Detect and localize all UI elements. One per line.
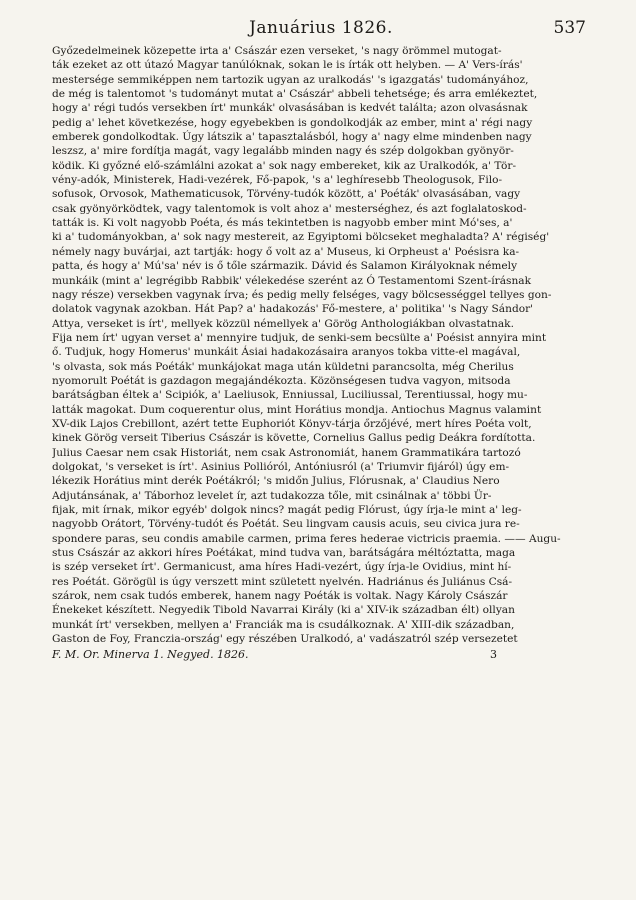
text-line: Énekeket készített. Negyedik Tibold Navarrai Király (ki a' XIV-ik században élt) ollyan bbox=[52, 604, 515, 617]
page-number: 537 bbox=[553, 18, 586, 38]
text-line: patta, és hogy a' Mú'sa' név is ő tőle származik. Dávid és Salamon Királyoknak némely bbox=[52, 260, 518, 273]
text-line: ták ezeket az ott útazó Magyar tanúlóknak, sokan le is írták ott helyben. — A' Vers-írás' bbox=[52, 59, 523, 72]
text-line: dolatok vagynak azokban. Hát Pap? a' hadakozás' Fő-mestere, a' politika' 's Nagy Sándor' bbox=[52, 303, 534, 316]
text-line: latták magokat. Dum coquerentur olus, mint Horátius mondja. Antiochus Magnus valamint bbox=[52, 403, 542, 416]
text-line: fijak, mit írnak, mikor egyéb' dolgok nincs? magát pedig Flórust, úgy írja-le mint a' leg- bbox=[52, 504, 522, 516]
text-line: sofusok, Orvosok, Mathematicusok, Törvény-tudók között, a' Poéták' olvasásában, vagy bbox=[52, 188, 521, 201]
text-line: Győzedelmeinek közepette irta a' Császár ezen verseket, 's nagy örömmel mutogat- bbox=[52, 45, 502, 57]
text-line: lékezik Horátius mint derék Poétákról; 's midőn Julius, Flórusnak, a' Claudius Nero bbox=[52, 475, 500, 488]
page-header bbox=[52, 14, 590, 44]
text-line: munkáik (mint a' legrégibb Rabbik' vélekedése szerént az Ó Testamentomi Szent-írásnak bbox=[52, 274, 532, 287]
text-line: de még is talentomot 's tudományt mutat a' Császár' abbeli tehetsége; és arra emlékeztet, bbox=[52, 88, 538, 101]
signature-mark: 3 bbox=[490, 648, 497, 662]
text-line: dolgokat, 's verseket is írt'. Asinius Pollióról, Antóniusról (a' Triumvir fijáról) úgy em- bbox=[52, 460, 510, 473]
text-line: csak gyönyörködtek, vagy talentomok is volt ahoz a' mesterséghez, és azt foglalatoskod- bbox=[52, 202, 527, 215]
text-line: Fija nem írt' ugyan verset a' mennyire tudjuk, de senki-sem becsülte a' Poésist annyira mint bbox=[52, 331, 547, 344]
text-line: kinek Görög verseit Tiberius Császár is követte, Cornelius Gallus pedig Deákra fordította. bbox=[52, 432, 536, 445]
text-line: vény-adók, Ministerek, Hadi-vezérek, Fő-papok, 's a' leghíresebb Theologusok, Filo- bbox=[52, 174, 503, 187]
text-line: némely nagy buvárjai, azt tartják: hogy ő volt az a' Museus, ki Orpheust a' Poésisra ka- bbox=[52, 245, 520, 258]
text-line: spondere paras, seu condis amabile carmen, prima feres hederae victricis praemia. —— Augu- bbox=[52, 532, 561, 545]
text-line: nyomorult Poétát is gazdagon megajándékozta. Közönségesen tudva vagyon, mitsoda bbox=[52, 374, 511, 387]
text-line: leszsz, a' mire fordítja magát, vagy legalább minden nagy és szép dolgokban gyönyör- bbox=[52, 145, 514, 158]
text-line: tatták is. Ki volt nagyobb Poéta, és más tekintetben is nagyobb ember mint Mó'ses, a' bbox=[52, 217, 513, 230]
text-line: barátságban éltek a' Scipiók, a' Laeliusok, Enniussal, Luciliussal, Terentiussal, hogy mu- bbox=[52, 389, 528, 402]
text-line: emberek gondolkodtak. Úgy látszik a' tapasztalásból, hogy a' nagy elme mindenben nagy bbox=[52, 131, 532, 144]
text-line: pedig a' lehet következése, hogy egyebekben is gondolkodják az ember, mint a' régi nagy bbox=[52, 116, 533, 129]
text-line: Gaston de Foy, Franczia-ország' egy részében Uralkodó, a' vadászatról szép versezetet bbox=[52, 633, 518, 646]
text-line: Attya, verseket is írt', mellyek közzül némellyek a' Görög Anthologiákban olvastatnak. bbox=[52, 317, 514, 330]
text-line: nagyobb Orátort, Törvény-tudót és Poétát. Seu lingvam causis acuis, seu civica jura re- bbox=[52, 518, 520, 531]
running-title: Januárius 1826. bbox=[249, 18, 393, 38]
body-text bbox=[52, 44, 590, 646]
text-line: 's olvasta, sok más Poéták' munkájokat maga után küldetni parancsolta, még Cherilus bbox=[52, 360, 514, 373]
text-line: munkát írt' versekben, mellyen a' Franciák ma is csudálkoznak. A' XIII-dik században, bbox=[52, 618, 515, 631]
text-line: stus Császár az akkori híres Poétákat, mind tudva van, barátságára méltóztatta, maga bbox=[52, 547, 516, 560]
text-line: nagy része) versekben vagynak írva; és pedig melly felséges, vagy bölcsességgel tellyes gon- bbox=[52, 288, 552, 301]
page-footer bbox=[52, 648, 590, 664]
text-line: mestersége semmiképpen nem tartozik ugyan az uralkodás' 's igazgatás' tudományához, bbox=[52, 73, 529, 86]
text-line: ködik. Ki győzné elő-számlálni azokat a' sok nagy embereket, kik az Uralkodók, a' Tör- bbox=[52, 159, 517, 172]
text-line: hogy a' régi tudós versekben írt' munkák' olvasásában is kedvét találta; azon olvasásnak bbox=[52, 102, 528, 115]
text-line: szárok, nem csak tudós emberek, hanem nagy Poéták is voltak. Nagy Károly Császár bbox=[52, 590, 508, 603]
text-line: XV-dik Lajos Crebillont, azért tette Euphoriót Könyv-tárja őrzőjévé, mert híres Poéta volt, bbox=[52, 417, 532, 430]
text-line: res Poétát. Görögül is úgy verszett mint született nyelvén. Hadriánus és Juliánus Csá- bbox=[52, 575, 513, 588]
text-line: ő. Tudjuk, hogy Homerus' munkáit Ásiai hadakozásaira aranyos tokba vitte-el magával, bbox=[52, 346, 521, 359]
text-line: is szép verseket írt'. Germanicust, ama híres Hadi-vezért, úgy írja-le Ovidius, mint hí- bbox=[52, 561, 512, 574]
text-line: ki a' tudományokban, a' sok nagy mestereit, az Egyiptomi bölcseket meghaladta? A' régiség' bbox=[52, 231, 550, 244]
text-line: Adjutánsának, a' Táborhoz levelet ír, azt tudakozza tőle, mit csinálnak a' többi Ür- bbox=[52, 489, 492, 502]
text-line: Julius Caesar nem csak Historiát, nem csak Astronomiát, hanem Grammatikára tartozó bbox=[52, 446, 521, 459]
imprint-line: F. M. Or. Minerva 1. Negyed. 1826. bbox=[52, 648, 249, 662]
